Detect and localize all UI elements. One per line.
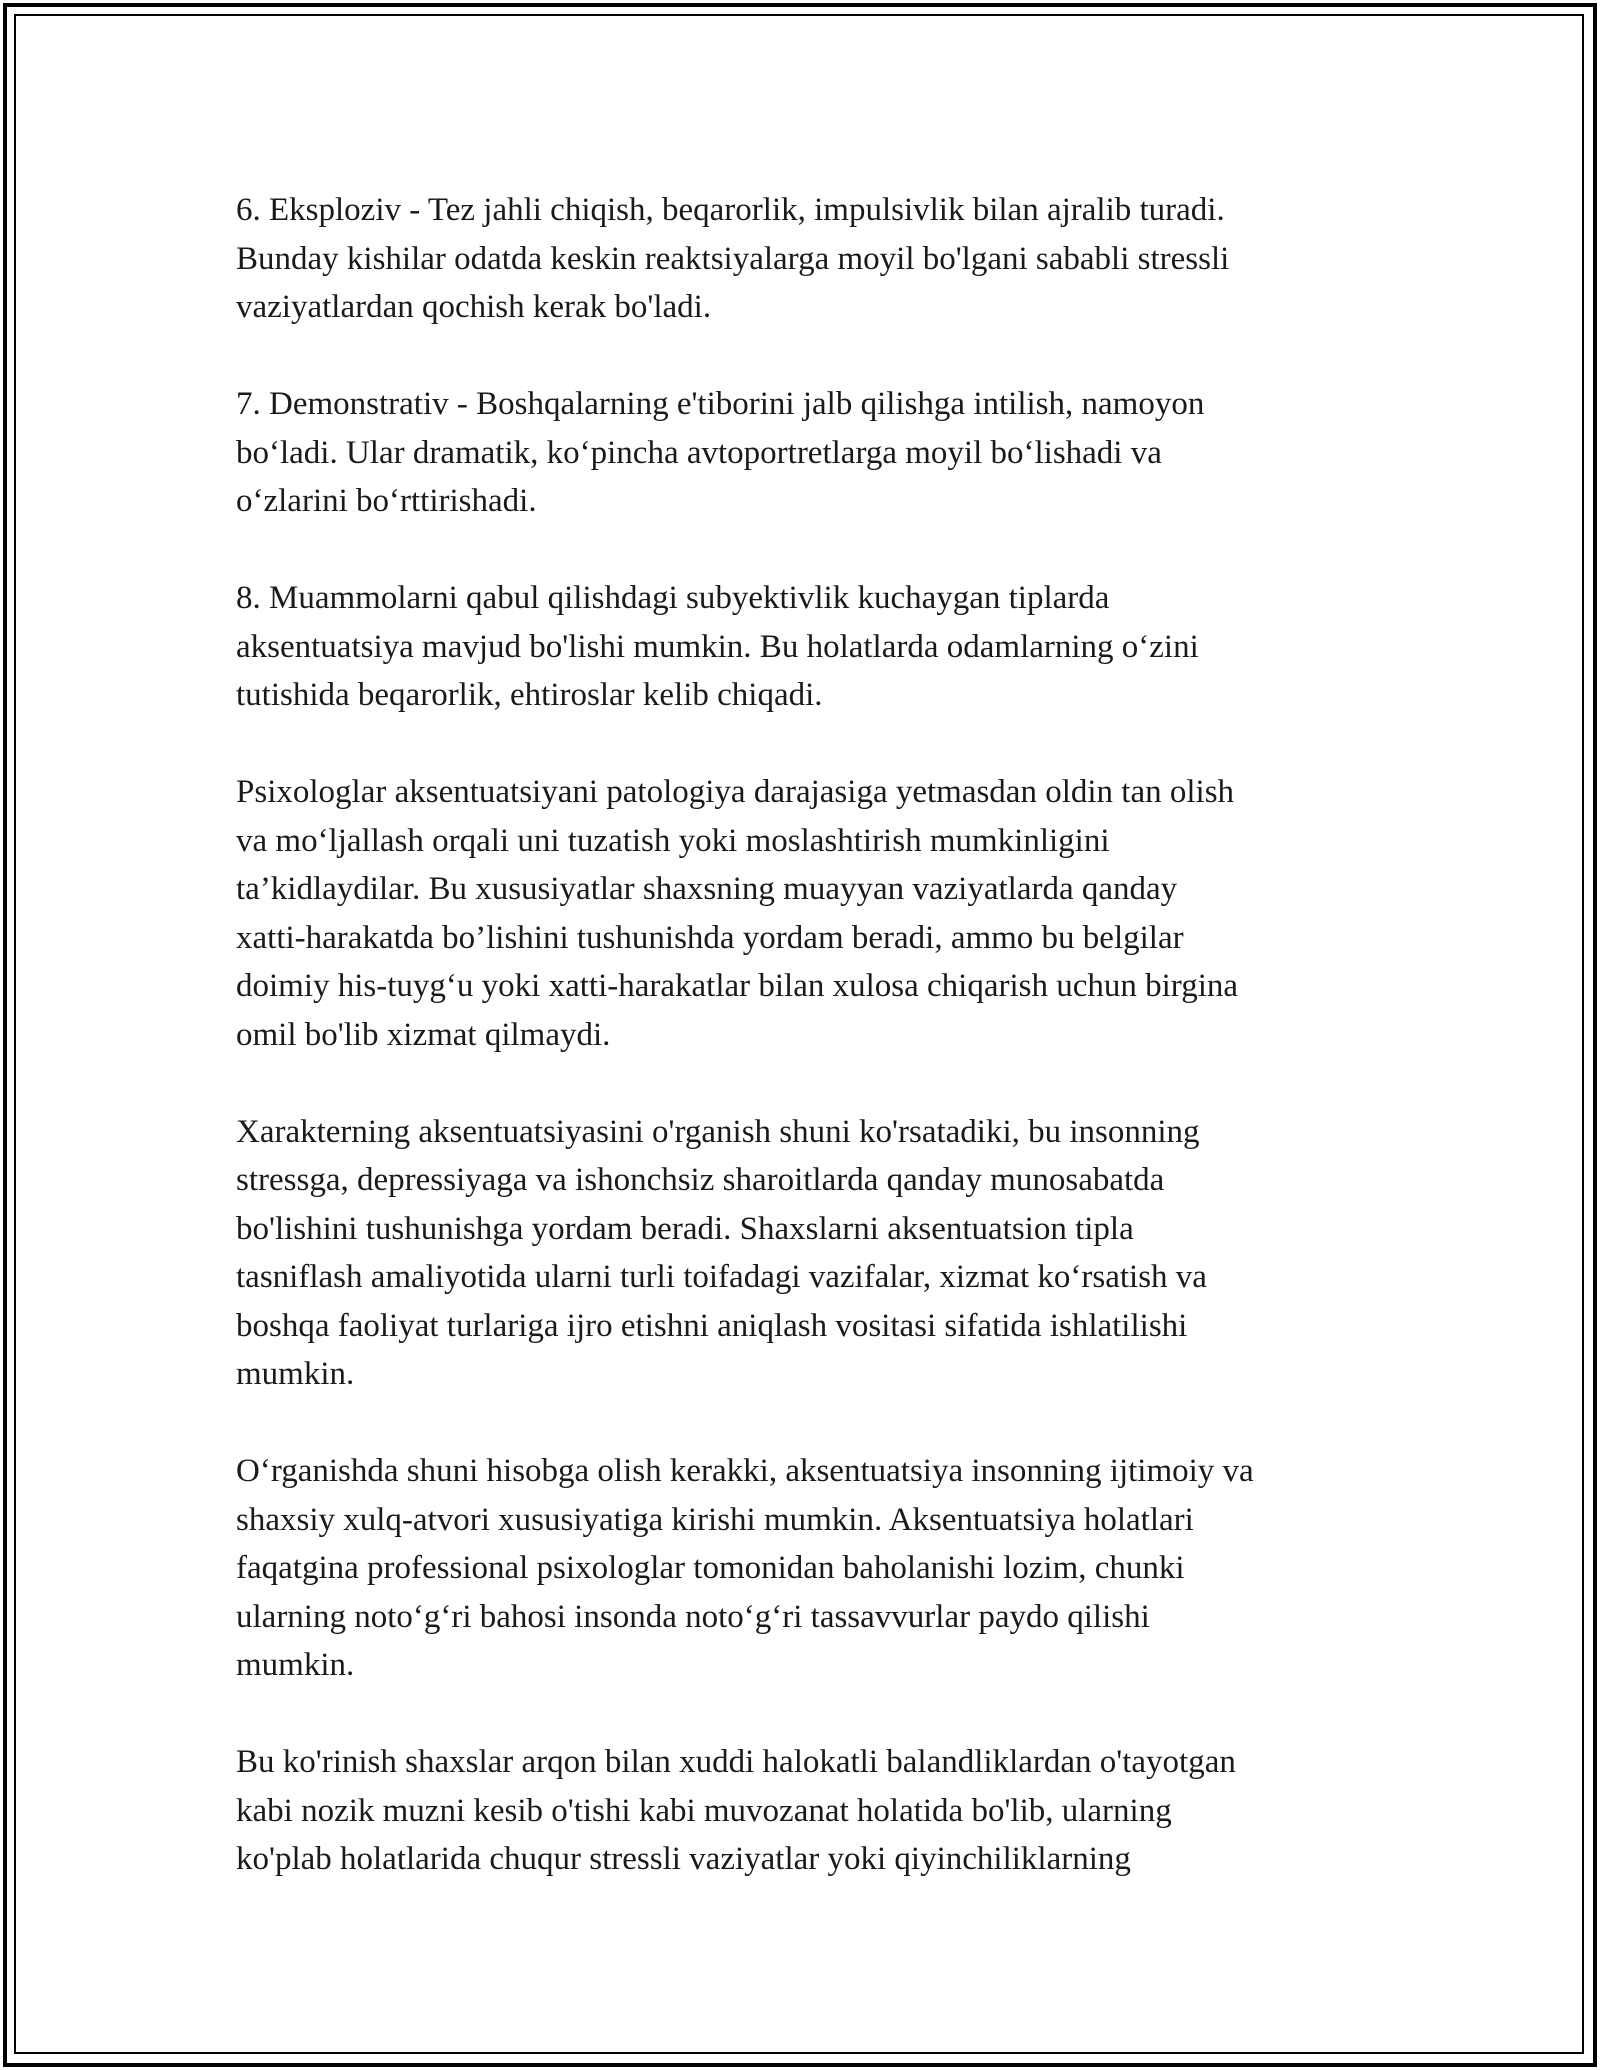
text-line: ularning noto‘g‘ri bahosi insonda noto‘g‘ri tassavvurlar paydo qilishi	[236, 1598, 1150, 1635]
text-line: kabi nozik muzni kesib o'tishi kabi muvozanat holatida bo'lib, ularning	[236, 1792, 1172, 1829]
text-line: tutishida beqarorlik, ehtiroslar kelib chiqadi.	[236, 677, 823, 713]
text-line: Bu ko'rinish shaxslar arqon bilan xuddi halokatli balandliklardan o'tayotgan	[236, 1744, 1236, 1780]
paragraph-subjectivity-type	[236, 574, 1376, 720]
paragraph-explosive-type	[236, 186, 1376, 332]
text-line: o‘zlarini bo‘rttirishadi.	[236, 483, 537, 519]
text-line: 6. Eksploziv - Tez jahli chiqish, beqarorlik, impulsivlik bilan ajralib turadi.	[236, 192, 1225, 228]
text-line: O‘rganishda shuni hisobga olish kerakki, aksentuatsiya insonning ijtimoiy va	[236, 1453, 1254, 1489]
text-line: tasniflash amaliyotida ularni turli toifadagi vazifalar, xizmat ko‘rsatish va	[236, 1259, 1207, 1295]
text-line: Xarakterning aksentuatsiyasini o'rganish shuni ko'rsatadiki, bu insonning	[236, 1113, 1200, 1150]
text-line: stressga, depressiyaga va ishonchsiz sharoitlarda qanday munosabatda	[236, 1162, 1165, 1198]
text-line: ta’kidlaydilar. Bu xususiyatlar shaxsning muayyan vaziyatlarda qanday	[236, 871, 1178, 907]
paragraph-demonstrative-type	[236, 380, 1376, 526]
text-line: vaziyatlardan qochish kerak bo'ladi.	[236, 289, 712, 325]
text-line: ko'plab holatlarida chuqur stressli vaziyatlar yoki qiyinchiliklarning	[236, 1841, 1131, 1877]
text-line: boshqa faoliyat turlariga ijro etishni aniqlash vositasi sifatida ishlatilishi	[236, 1307, 1188, 1344]
paragraph-balance	[236, 1738, 1376, 1884]
text-line: mumkin.	[236, 1356, 355, 1392]
text-line: shaxsiy xulq-atvori xususiyatiga kirishi mumkin. Aksentuatsiya holatlari	[236, 1501, 1194, 1538]
document-body	[236, 186, 1376, 1932]
text-line: omil bo'lib xizmat qilmaydi.	[236, 1016, 611, 1053]
paragraph-psychologists	[236, 768, 1376, 1059]
text-line: faqatgina professional psixologlar tomonidan baholanishi lozim, chunki	[236, 1550, 1185, 1586]
text-line: bo'lishini tushunishga yordam beradi. Shaxslarni aksentuatsion tipla	[236, 1210, 1134, 1247]
text-line: bo‘ladi. Ular dramatik, ko‘pincha avtoportretlarga moyil bo‘lishadi va	[236, 434, 1162, 471]
text-line: mumkin.	[236, 1647, 355, 1683]
text-line: Bunday kishilar odatda keskin reaktsiyalarga moyil bo'lgani sababli stressli	[236, 240, 1230, 277]
text-line: aksentuatsiya mavjud bo'lishi mumkin. Bu holatlarda odamlarning o‘zini	[236, 628, 1199, 665]
text-line: 8. Muammolarni qabul qilishdagi subyektivlik kuchaygan tiplarda	[236, 580, 1110, 616]
text-line: va mo‘ljallash orqali uni tuzatish yoki moslashtirish mumkinligini	[236, 822, 1110, 859]
text-line: Psixologlar aksentuatsiyani patologiya darajasiga yetmasdan oldin tan olish	[236, 774, 1235, 810]
paragraph-character-study	[236, 1108, 1376, 1399]
text-line: doimiy his-tuyg‘u yoki xatti-harakatlar bilan xulosa chiqarish uchun birgina	[236, 968, 1239, 1004]
text-line: 7. Demonstrativ - Boshqalarning e'tiborini jalb qilishga intilish, namoyon	[236, 386, 1205, 422]
text-line: xatti-harakatda bo’lishini tushunishda yordam beradi, ammo bu belgilar	[236, 919, 1184, 956]
paragraph-study-note	[236, 1447, 1376, 1690]
